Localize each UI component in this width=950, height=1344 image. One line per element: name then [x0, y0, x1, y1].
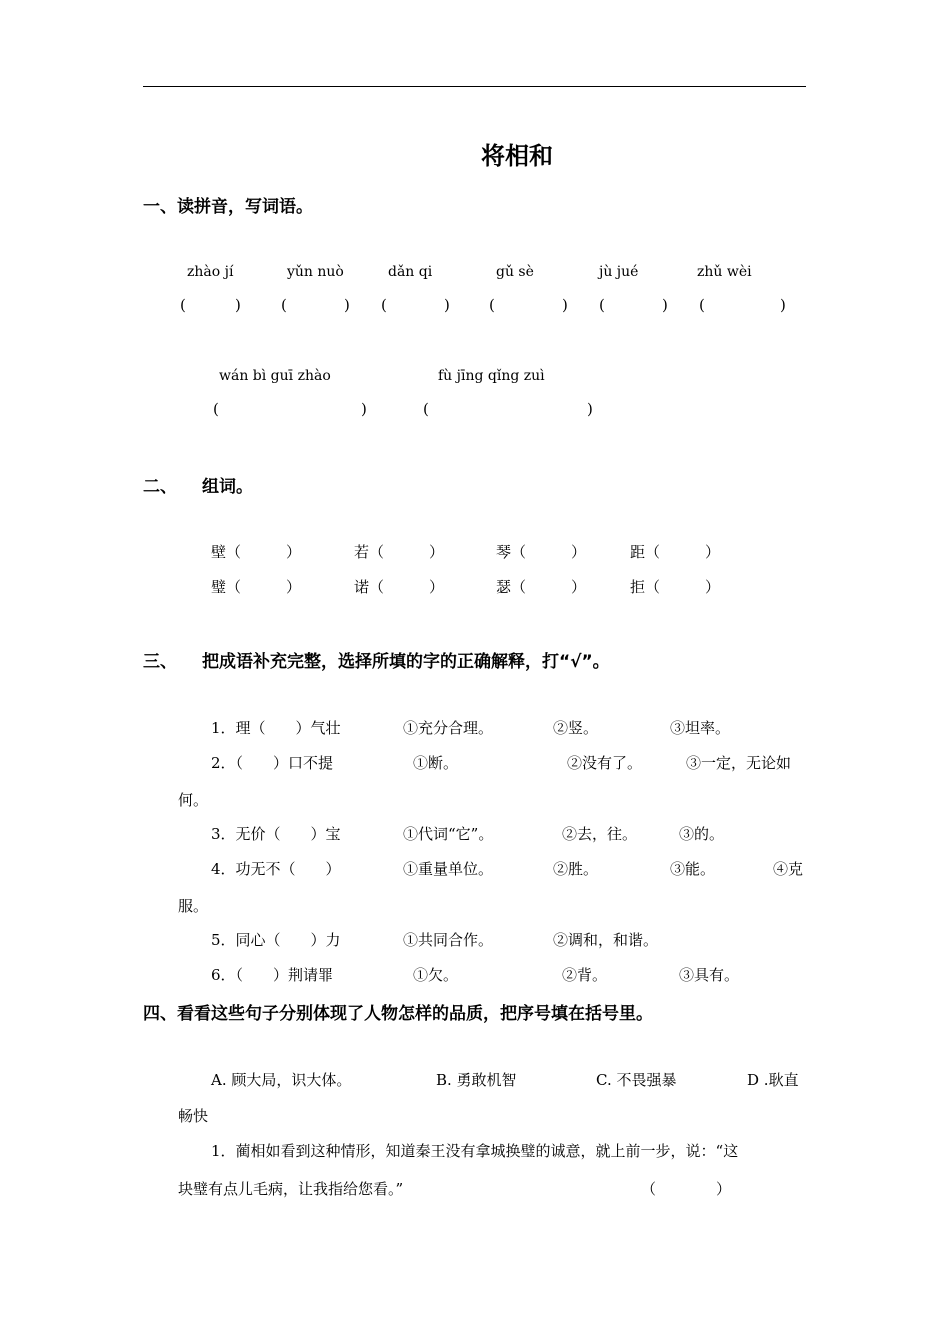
pinyin-item: yǔn nuò — [287, 264, 344, 280]
word-group-item: 璧（ ） — [211, 578, 302, 596]
idiom-option: ①欠。 — [413, 966, 459, 984]
word-group-item: 壁（ ） — [211, 543, 302, 561]
idiom-option: ②调和，和谐。 — [553, 931, 659, 949]
section4-heading: 四、看看这些句子分别体现了人物怎样的品质，把序号填在括号里。 — [143, 1004, 653, 1024]
page-title: 将相和 — [481, 142, 553, 170]
section2-heading: 组词。 — [202, 477, 253, 497]
answer-blank-open: ( — [213, 400, 219, 418]
idiom-option: ③的。 — [679, 825, 725, 843]
idiom-option: ③具有。 — [679, 966, 740, 984]
answer-blank-close: ) — [662, 296, 668, 314]
word-group-item: 瑟（ ） — [496, 578, 587, 596]
idiom-option: ①断。 — [413, 754, 459, 772]
pinyin-item: zhào jí — [187, 264, 234, 280]
idiom-option: ③能。 — [670, 860, 716, 878]
answer-blank-open: ( — [699, 296, 705, 314]
idiom-option: ①重量单位。 — [403, 860, 494, 878]
idiom-question: 5．同心（ ）力 — [211, 931, 341, 949]
idiom-option: ③一定，无论如 — [686, 754, 792, 772]
answer-blank-close: ) — [562, 296, 568, 314]
answer-blank-close: ) — [587, 400, 593, 418]
word-group-item: 诺（ ） — [354, 578, 445, 596]
idiom-option: ②背。 — [562, 966, 608, 984]
idiom-question: 3．无价（ ）宝 — [211, 825, 341, 843]
idiom-question: 2．（ ）口不提 — [211, 754, 334, 772]
quality-option: C. 不畏强暴 — [596, 1071, 677, 1089]
header-rule — [143, 86, 806, 87]
idiom-option: ②没有了。 — [567, 754, 643, 772]
section2-heading-number: 二、 — [143, 477, 177, 497]
answer-blank-close: ) — [780, 296, 786, 314]
answer-blank-close: ) — [344, 296, 350, 314]
sentence-text: 块璧有点儿毛病，让我指给您看。” — [178, 1180, 404, 1198]
answer-blank-open: ( — [381, 296, 387, 314]
idiom-option: ①代词“它”。 — [403, 825, 494, 843]
word-group-item: 琴（ ） — [496, 543, 587, 561]
section3-heading: 把成语补充完整，选择所填的字的正确解释，打“√”。 — [202, 652, 610, 672]
quality-option: B. 勇敢机智 — [436, 1071, 517, 1089]
word-group-item: 拒（ ） — [630, 578, 721, 596]
idiom-option: ④克 — [773, 860, 804, 878]
pinyin-item: dǎn qi — [388, 264, 433, 280]
word-group-item: 距（ ） — [630, 543, 721, 561]
quality-option-continuation: 畅快 — [178, 1107, 209, 1125]
answer-blank-open: ( — [489, 296, 495, 314]
pinyin-item: zhǔ wèi — [697, 264, 752, 280]
idiom-option-continuation: 何。 — [178, 791, 209, 809]
pinyin-item: fù jīng qǐng zuì — [438, 368, 545, 384]
pinyin-item: wán bì guī zhào — [219, 368, 331, 384]
section3-heading-number: 三、 — [143, 652, 177, 672]
idiom-option: ②去，往。 — [562, 825, 638, 843]
idiom-option-continuation: 服。 — [178, 897, 209, 915]
answer-blank-open: ( — [281, 296, 287, 314]
pinyin-item: jù jué — [599, 264, 639, 280]
answer-blank-close: ) — [235, 296, 241, 314]
idiom-option: ②胜。 — [553, 860, 599, 878]
idiom-question: 6．（ ）荆请罪 — [211, 966, 334, 984]
idiom-option: ③坦率。 — [670, 719, 731, 737]
idiom-option: ②竖。 — [553, 719, 599, 737]
word-group-item: 若（ ） — [354, 543, 445, 561]
idiom-option: ①共同合作。 — [403, 931, 494, 949]
quality-option: A. 顾大局，识大体。 — [211, 1071, 352, 1089]
idiom-question: 4．功无不（ ） — [211, 860, 341, 878]
answer-blank-open: ( — [423, 400, 429, 418]
idiom-question: 1．理（ ）气壮 — [211, 719, 341, 737]
answer-blank: （ ） — [641, 1180, 732, 1198]
answer-blank-open: ( — [180, 296, 186, 314]
pinyin-item: gǔ sè — [496, 264, 534, 280]
answer-blank-open: ( — [599, 296, 605, 314]
quality-option: D .耿直 — [747, 1071, 799, 1089]
sentence-text: 1．蔺相如看到这种情形，知道秦王没有拿城换璧的诚意，就上前一步，说：“这 — [211, 1142, 739, 1160]
section1-heading: 一、读拼音，写词语。 — [143, 197, 313, 217]
idiom-option: ①充分合理。 — [403, 719, 494, 737]
answer-blank-close: ) — [361, 400, 367, 418]
answer-blank-close: ) — [444, 296, 450, 314]
